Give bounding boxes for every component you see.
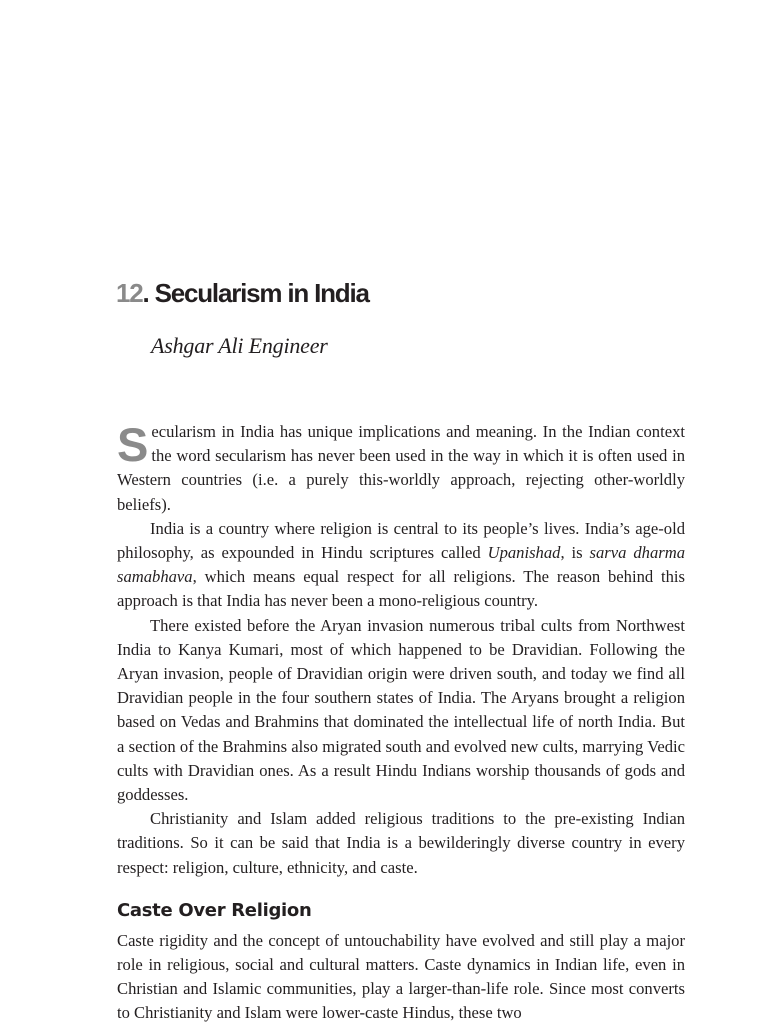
section-heading: Caste Over Religion [117,899,312,921]
chapter-heading [116,276,369,310]
chapter-title: Secularism in India [154,278,369,308]
intro-paragraph-4: Christianity and Islam added religious traditions to the pre-existing Indian traditions. So it can be said that India is a bewilderingly diverse country in every respect: religion, culture, ethnicity, and caste. [117,809,685,877]
intro-paragraph-1-text: ecularism in India has unique implications and meaning. In the Indian context the word secularism has never been used in the way in which it is often used in Western countries (i.e. a purely this-worldly approach, rejecting other-worldly beliefs). [117,422,685,514]
intro-paragraph-2 [117,517,685,614]
intro-paragraph-2-part-c: , which means equal respect for all religions. The reason behind this approach is that India has never been a mono-religious country. [117,567,685,611]
drop-cap: S [117,418,149,471]
intro-paragraph-3: There existed before the Aryan invasion numerous tribal cults from Northwest India to Kanya Kumari, most of which happened to be Dravidian. Following the Aryan invasion, people of Dravidian origin were driven south, and today we find all Dravidian people in the four southern states of India. The Aryans brought a religion based on Vedas and Brahmins that dominated the intellectual life of north India. But a section of the Brahmins also migrated south and evolved new cults, marrying Vedic cults with Dravidian ones. As a result Hindu Indians worship thousands of gods and goddesses. [117,615,685,805]
intro-paragraph-1 [117,420,685,517]
chapter-number: 12 [116,278,143,308]
chapter-author: Ashgar Ali Engineer [151,333,328,358]
chapter-body [117,420,685,1024]
intro-paragraph-2-part-b: , is [560,543,590,563]
term-sarva-dharma-samabhava: sarva dharma samabhava [117,543,685,587]
term-upanishad: Upanishad [487,543,561,563]
chapter-number-separator: . [142,278,149,308]
intro-paragraph-2-part-a: India is a country where religion is central to its people’s lives. India’s age-old philosophy, as expounded in Hindu scriptures called [117,518,685,563]
section-paragraph-1: Caste rigidity and the concept of untouchability have evolved and still play a major role in religious, social and cultural matters. Caste dynamics in Indian life, even in Christian and Islamic communities, play a larger-than-life role. Since most converts to Christianity and Islam were lower-caste Hindus, these two [117,930,685,1023]
